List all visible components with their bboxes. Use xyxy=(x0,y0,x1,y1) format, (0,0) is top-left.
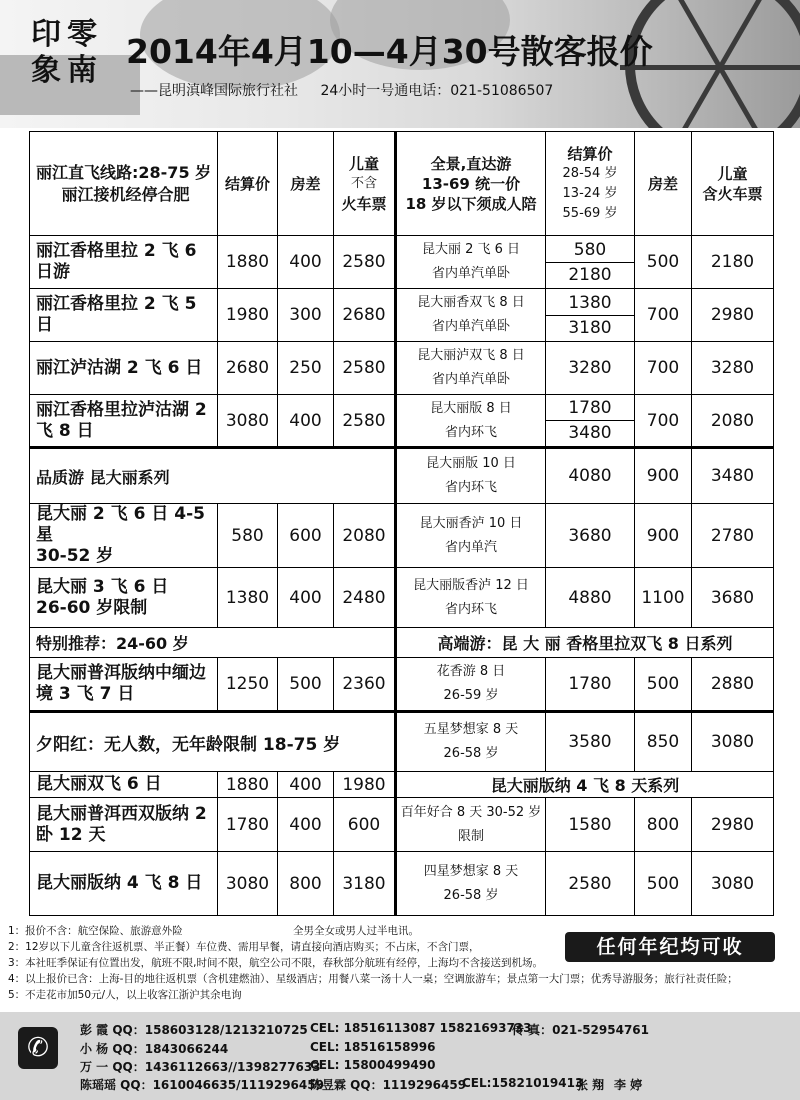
route-line: 五星梦想家 8 天 xyxy=(423,722,519,737)
table-row xyxy=(30,568,774,628)
route-cell xyxy=(396,448,546,504)
route-line: 省内单汽 xyxy=(444,539,497,555)
contact-text: CEL: 18516158996 xyxy=(310,1040,436,1054)
child-cell: 2880 xyxy=(692,658,774,712)
contact-text: 李 婷 xyxy=(614,1078,643,1092)
col-child-right-line: 儿童 xyxy=(717,164,748,183)
route-cell xyxy=(396,504,546,568)
child-cell: 2980 xyxy=(692,798,774,852)
room-cell: 900 xyxy=(635,448,692,504)
contact-bar xyxy=(0,1012,800,1100)
table-row xyxy=(30,504,774,568)
section-label: 品质游 昆大丽系列 xyxy=(30,448,396,504)
logo-char: 南 xyxy=(67,53,97,88)
route-name-line: 26-60 岁限制 xyxy=(36,597,148,618)
col-child-right xyxy=(692,132,774,236)
table-header-row xyxy=(30,132,774,236)
col-settle: 结算价 xyxy=(218,132,278,236)
col-settle-right-line: 结算价 xyxy=(567,144,613,163)
route-line: 26-58 岁 xyxy=(443,746,499,761)
right-header-line: 18 岁以下须成人陪 xyxy=(405,194,537,213)
route-name: 昆大丽双飞 6 日 xyxy=(30,772,218,798)
price-cell: 3080 xyxy=(218,395,278,448)
price-cell: 1880 xyxy=(218,772,278,798)
child-cell: 2480 xyxy=(334,568,396,628)
hotline: 24小时一号通电话：021-51086507 xyxy=(320,83,554,99)
route-cell xyxy=(396,289,546,342)
section-row xyxy=(30,712,774,772)
contact-text: 传 真：021-52954761 xyxy=(512,1023,650,1037)
brand-logo xyxy=(28,17,100,89)
route-line: 省内环飞 xyxy=(444,480,497,495)
col-child xyxy=(334,132,396,236)
col-child-right-line: 含火车票 xyxy=(702,184,763,203)
price-cell: 2180 xyxy=(546,262,634,287)
header-banner xyxy=(0,0,800,128)
child-cell: 3080 xyxy=(692,712,774,772)
note-line: 4：以上报价已含：上海-目的地往返机票（含机建燃油）、星级酒店；用餐八菜一汤十人一桌；空调旅游车；景点第一大门票；优秀导游服务；旅行社责任险； xyxy=(8,973,738,985)
contact-text: 彭 霞 QQ：15860312​8/1213210725 xyxy=(80,1023,308,1037)
right-header-line: 13-69 统一价 xyxy=(421,174,521,193)
route-line: 昆大丽香双飞 8 日 xyxy=(417,295,525,310)
route-line: 百年好合 8 天 30-52 岁 xyxy=(400,804,542,820)
left-header-line: 丽江直飞线路:28-75 岁 xyxy=(36,162,212,182)
col-settle-right-line: 13-24 岁 xyxy=(562,185,618,201)
contact-text: 陈昱霖 QQ：1119296459 xyxy=(310,1078,467,1092)
col-child-line: 火车票 xyxy=(341,194,387,213)
note-line: 5：不走花市加50元/人，以上收客江浙沪其余电询 xyxy=(8,989,242,1001)
route-name: 丽江香格里拉 2 飞 6 日游 xyxy=(30,236,218,289)
section-label: 昆大丽版纳 4 飞 8 天系列 xyxy=(396,772,774,798)
price-split-cell xyxy=(546,289,635,342)
route-cell xyxy=(396,658,546,712)
route-line: 花香游 8 日 xyxy=(436,664,506,679)
room-cell: 700 xyxy=(635,395,692,448)
price-cell: 3080 xyxy=(218,852,278,916)
price-cell: 1980 xyxy=(218,289,278,342)
room-cell: 850 xyxy=(635,712,692,772)
price-cell: 4880 xyxy=(546,568,635,628)
child-cell: 2680 xyxy=(334,289,396,342)
price-cell: 1380 xyxy=(218,568,278,628)
subtitle xyxy=(130,80,553,100)
col-settle-right xyxy=(546,132,635,236)
route-cell xyxy=(396,798,546,852)
age-badge: 任何年纪均可收 xyxy=(565,932,775,962)
table-row xyxy=(30,658,774,712)
child-cell: 2180 xyxy=(692,236,774,289)
table-row xyxy=(30,852,774,916)
route-cell xyxy=(396,712,546,772)
price-cell: 2680 xyxy=(218,342,278,395)
price-cell: 3580 xyxy=(546,712,635,772)
route-line: 省内环飞 xyxy=(444,424,497,440)
room-cell: 500 xyxy=(635,658,692,712)
price-cell: 1880 xyxy=(218,236,278,289)
room-cell: 500 xyxy=(635,852,692,916)
price-cell: 2580 xyxy=(546,852,635,916)
route-name: 昆大丽版纳 4 飞 8 日 xyxy=(30,852,218,916)
room-cell: 400 xyxy=(278,568,334,628)
child-cell: 600 xyxy=(334,798,396,852)
section-label: 夕阳红：无人数，无年龄限制 18-75 岁 xyxy=(30,712,396,772)
route-line: 昆大丽泸双飞 8 日 xyxy=(417,348,525,363)
child-cell: 2080 xyxy=(692,395,774,448)
contact-text: 小 杨 QQ：1843066244 xyxy=(80,1042,229,1056)
contact-text: 万 一 QQ：1436112663//1398277633 xyxy=(80,1060,321,1074)
child-cell: 3480 xyxy=(692,448,774,504)
route-cell xyxy=(396,236,546,289)
price-cell: 1780 xyxy=(568,398,612,418)
col-settle-right-line: 28-54 岁 xyxy=(562,165,618,181)
route-cell xyxy=(396,395,546,448)
left-header-title xyxy=(30,132,218,236)
route-line: 昆大丽版香泸 12 日 xyxy=(413,577,529,593)
table-row xyxy=(30,236,774,289)
child-cell: 3280 xyxy=(692,342,774,395)
route-name: 昆大丽普洱西双版纳 2 卧 12 天 xyxy=(30,798,218,852)
price-cell: 3180 xyxy=(546,315,634,340)
col-room-right: 房差 xyxy=(635,132,692,236)
section-row xyxy=(30,628,774,658)
route-line: 昆大丽版 8 日 xyxy=(430,400,512,416)
agency-name: ——昆明滇峰国际旅行社社 xyxy=(130,83,298,99)
route-line: 昆大丽 2 飞 6 日 xyxy=(421,242,521,257)
route-cell xyxy=(396,342,546,395)
section-label: 特别推荐：24-60 岁 xyxy=(30,628,396,658)
route-name-line: 30-52 岁 xyxy=(36,546,114,566)
col-child-line: 儿童 xyxy=(348,154,379,173)
price-cell: 3680 xyxy=(546,504,635,568)
route-line: 昆大丽香泸 10 日 xyxy=(419,515,523,531)
route-line: 省内单汽单卧 xyxy=(431,319,510,334)
price-table xyxy=(29,131,774,916)
room-cell: 500 xyxy=(635,236,692,289)
table-row xyxy=(30,772,774,798)
logo-char: 印 xyxy=(31,17,61,52)
child-cell: 2580 xyxy=(334,342,396,395)
room-cell: 800 xyxy=(635,798,692,852)
route-line: 四星梦想家 8 天 xyxy=(423,863,519,879)
table-row xyxy=(30,798,774,852)
room-cell: 900 xyxy=(635,504,692,568)
price-cell: 580 xyxy=(573,239,607,260)
contact-text: 张 翔 xyxy=(576,1078,605,1092)
room-cell: 300 xyxy=(278,289,334,342)
col-room: 房差 xyxy=(278,132,334,236)
route-name: 昆大丽普洱版纳中缅边境 3 飞 7 日 xyxy=(30,658,218,712)
route-name xyxy=(30,504,218,568)
price-split-cell xyxy=(546,395,635,448)
room-cell: 400 xyxy=(278,395,334,448)
section-row xyxy=(30,448,774,504)
child-cell: 2080 xyxy=(334,504,396,568)
room-cell: 700 xyxy=(635,289,692,342)
note-line: 2：12岁以下儿童含往返机票、半正餐）车位费、需用早餐，请直接向酒店购买；不占床，不含门票， xyxy=(8,941,480,953)
note-text: 全男全女或男人过半电讯。 xyxy=(293,925,419,937)
table-row xyxy=(30,289,774,342)
room-cell: 400 xyxy=(278,798,334,852)
right-header-line: 全景,直达游 xyxy=(430,154,512,173)
child-cell: 3180 xyxy=(334,852,396,916)
col-child-line: 不含 xyxy=(350,175,377,191)
route-line: 26-58 岁 xyxy=(443,887,499,903)
child-cell: 3680 xyxy=(692,568,774,628)
route-line: 26-59 岁 xyxy=(443,688,499,703)
route-name: 丽江香格里拉泸沽湖 2 飞 8 日 xyxy=(30,395,218,448)
left-header-line: 丽江接机经停合肥 xyxy=(61,184,190,204)
price-cell: 1780 xyxy=(546,658,635,712)
room-cell: 800 xyxy=(278,852,334,916)
child-cell: 2780 xyxy=(692,504,774,568)
contact-text: CEL: 18516113087 15821693733 xyxy=(310,1021,532,1035)
room-cell: 250 xyxy=(278,342,334,395)
room-cell: 400 xyxy=(278,236,334,289)
room-cell: 500 xyxy=(278,658,334,712)
logo-char: 零 xyxy=(67,17,97,52)
contact-text: CEL: 15800499490 xyxy=(310,1058,436,1072)
price-cell: 3480 xyxy=(546,420,634,445)
route-line: 昆大丽版 10 日 xyxy=(426,456,516,471)
route-cell xyxy=(396,852,546,916)
contact-text: 陈瑶瑶 QQ：1610046635/1119296459 xyxy=(80,1078,324,1092)
route-name: 丽江泸沽湖 2 飞 6 日 xyxy=(30,342,218,395)
room-cell: 1100 xyxy=(635,568,692,628)
logo-char: 象 xyxy=(31,53,61,88)
price-cell: 1380 xyxy=(568,292,612,313)
route-line: 省内单汽单卧 xyxy=(431,372,510,387)
child-cell: 1980 xyxy=(334,772,396,798)
room-cell: 700 xyxy=(635,342,692,395)
section-label: 高端游：昆 大 丽 香格里拉双飞 8 日系列 xyxy=(396,628,774,658)
route-name: 丽江香格里拉 2 飞 5 日 xyxy=(30,289,218,342)
price-cell: 580 xyxy=(218,504,278,568)
price-cell: 3280 xyxy=(546,342,635,395)
wheel-spoke xyxy=(720,65,800,70)
route-line: 省内单汽单卧 xyxy=(431,266,510,281)
route-name-line: 昆大丽 2 飞 6 日 4-5 星 xyxy=(36,504,205,545)
child-cell: 2360 xyxy=(334,658,396,712)
room-cell: 600 xyxy=(278,504,334,568)
room-cell: 400 xyxy=(278,772,334,798)
table-row xyxy=(30,342,774,395)
right-header-title xyxy=(396,132,546,236)
contact-text: CEL:15821019413 xyxy=(462,1076,584,1090)
route-line: 限制 xyxy=(457,828,484,844)
table-row xyxy=(30,395,774,448)
route-name xyxy=(30,568,218,628)
child-cell: 2980 xyxy=(692,289,774,342)
price-cell: 1580 xyxy=(546,798,635,852)
page-title: 2014年4月10—4月30号散客报价 xyxy=(126,32,653,71)
child-cell: 2580 xyxy=(334,236,396,289)
child-cell: 2580 xyxy=(334,395,396,448)
route-cell xyxy=(396,568,546,628)
phone-icon: ✆ xyxy=(18,1027,58,1069)
child-cell: 3080 xyxy=(692,852,774,916)
price-split-cell xyxy=(546,236,635,289)
price-cell: 4080 xyxy=(546,448,635,504)
note-text: 1：报价不含：航空保险、旅游意外险 xyxy=(8,925,183,937)
price-cell: 1250 xyxy=(218,658,278,712)
col-settle-right-line: 55-69 岁 xyxy=(562,205,618,221)
price-cell: 1780 xyxy=(218,798,278,852)
route-line: 省内环飞 xyxy=(444,601,497,617)
route-name-line: 昆大丽 3 飞 6 日 xyxy=(36,576,169,597)
note-line: 3：本社旺季保证有位置出发，航班不限,时间不限，航空公司不限，春秋部分航班有经停，上海均不含接送到机场。 xyxy=(8,957,544,969)
